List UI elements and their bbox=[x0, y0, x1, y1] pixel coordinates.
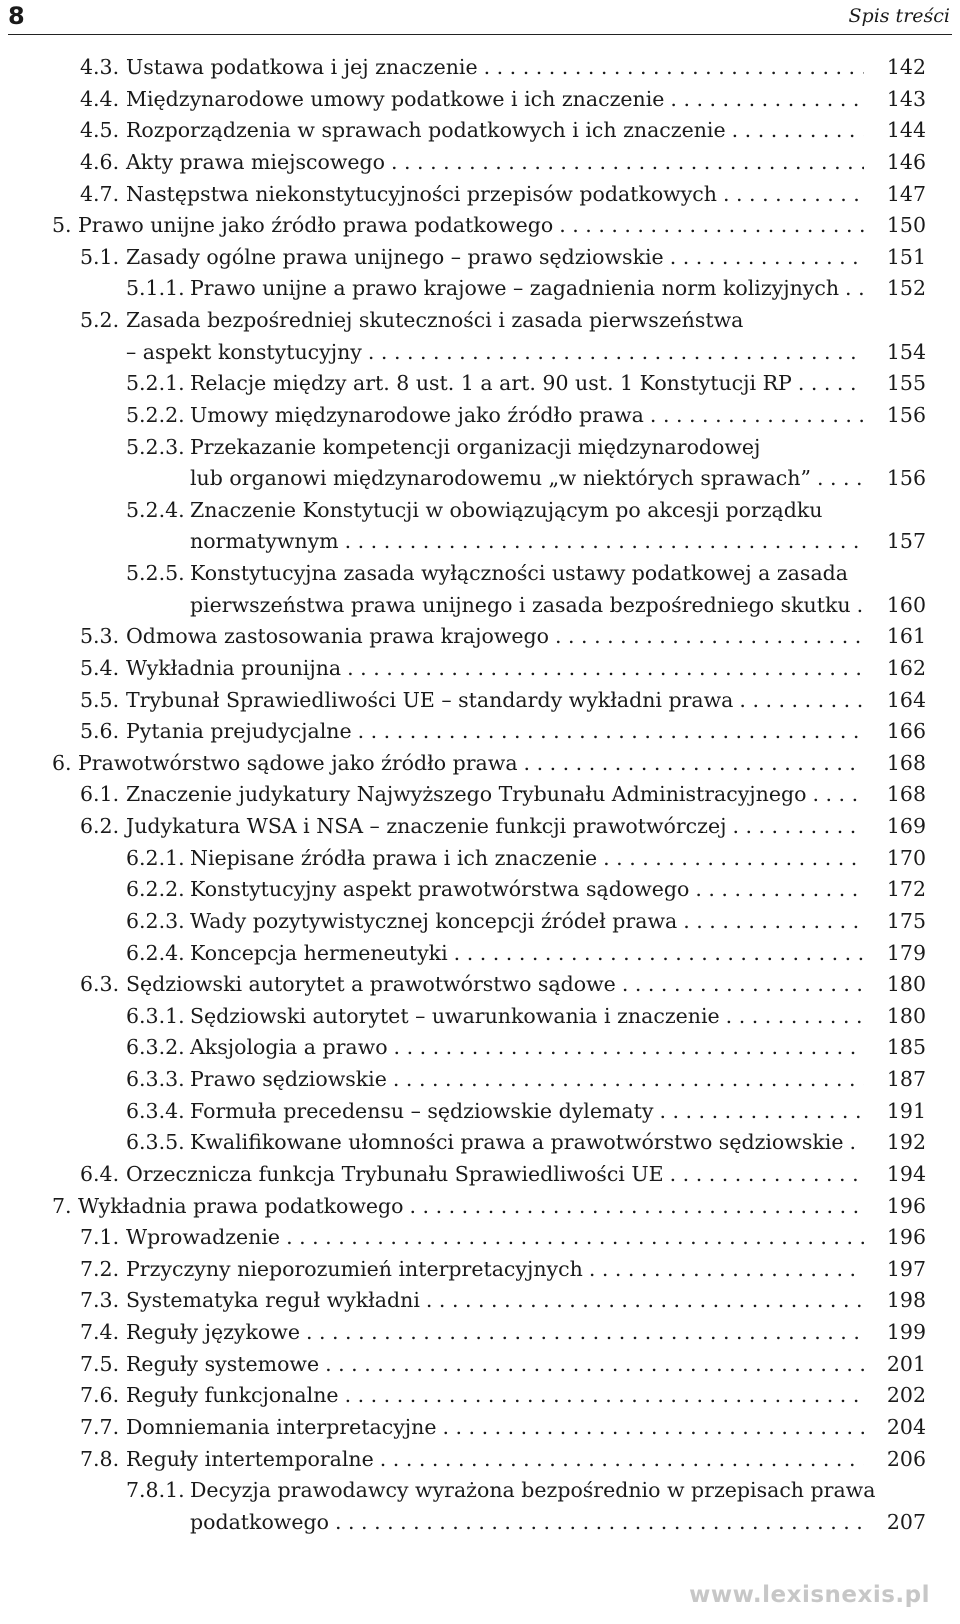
toc-entry bbox=[0, 1191, 960, 1223]
toc-entry-title-line bbox=[190, 1507, 864, 1539]
toc-entry bbox=[0, 432, 960, 464]
dot-leader bbox=[664, 84, 864, 116]
toc-entry-title: Koncepcja hermeneutyki bbox=[190, 940, 448, 965]
toc-entry-title: Ustawa podatkowa i jej znaczenie bbox=[126, 55, 478, 79]
toc-entry-number: 7.1. bbox=[80, 1225, 120, 1250]
toc-entry-title: Międzynarodowe umowy podatkowe i ich znaczenie bbox=[126, 86, 665, 111]
toc-entry-title-line bbox=[190, 558, 880, 590]
toc-entry bbox=[0, 938, 960, 970]
toc-entry-title-line bbox=[126, 337, 864, 369]
toc-entry-title: Kwalifikowane ułomności prawa a prawotwórstwo sędziowskie bbox=[190, 1130, 844, 1155]
toc-entry-number: 7.4. bbox=[80, 1320, 120, 1344]
toc-entry bbox=[0, 558, 960, 590]
toc-entry-title: Prawotwórstwo sądowe jako źródło prawa bbox=[78, 750, 518, 775]
toc-entry-title: Prawo sędziowskie bbox=[190, 1067, 387, 1091]
toc-entry-number: 6. bbox=[52, 750, 72, 775]
toc-entry bbox=[0, 1507, 960, 1539]
toc-entry-title-line bbox=[126, 1254, 864, 1286]
toc-entry-number: 5.2. bbox=[80, 308, 120, 332]
toc-entry-number: 7.2. bbox=[80, 1256, 120, 1281]
toc-entry bbox=[0, 1096, 960, 1128]
toc-entry-title-line bbox=[190, 906, 864, 938]
dot-leader bbox=[720, 1001, 864, 1033]
toc-entry-number: 7.8.1. bbox=[126, 1478, 185, 1503]
toc-entry-page: 187 bbox=[886, 1067, 926, 1091]
toc-entry-title-line bbox=[190, 368, 864, 400]
toc-entry-number: 7.7. bbox=[80, 1414, 120, 1439]
toc-entry-title: Odmowa zastosowania prawa krajowego bbox=[126, 624, 549, 649]
toc-entry-page: 144 bbox=[886, 118, 926, 143]
toc-entry-title: Znaczenie Konstytucji w obowiązującym po akcesji porządku bbox=[190, 497, 823, 522]
dot-leader bbox=[583, 1254, 864, 1286]
toc-entry-page: 201 bbox=[886, 1351, 926, 1376]
toc-entry-number: 4.4. bbox=[80, 86, 120, 111]
dot-leader bbox=[843, 1127, 864, 1159]
toc-entry-page: 206 bbox=[886, 1446, 926, 1471]
toc-entry-page: 198 bbox=[886, 1288, 926, 1313]
toc-entry-title-line bbox=[126, 1285, 864, 1317]
toc-entry bbox=[0, 52, 960, 84]
dot-leader bbox=[717, 179, 864, 211]
toc-entry-page: 166 bbox=[886, 719, 926, 744]
toc-entry bbox=[0, 179, 960, 211]
toc-entry-page: 204 bbox=[886, 1414, 926, 1439]
toc-entry bbox=[0, 84, 960, 116]
toc-entry-title: Decyzja prawodawcy wyrażona bezpośrednio w przepisach prawa bbox=[190, 1478, 876, 1503]
toc-entry-page: 207 bbox=[886, 1509, 926, 1534]
toc-entry-number: 6.2.3. bbox=[126, 908, 185, 933]
toc-entry bbox=[0, 685, 960, 717]
toc-entry-number: 6.3. bbox=[80, 972, 120, 997]
toc-entry-number: 6.2.2. bbox=[126, 877, 185, 902]
dot-leader bbox=[677, 906, 864, 938]
dot-leader bbox=[839, 273, 864, 305]
page-header bbox=[8, 0, 952, 35]
dot-leader bbox=[280, 1222, 864, 1254]
toc-entry bbox=[0, 621, 960, 653]
dot-leader bbox=[811, 463, 864, 495]
toc-entry bbox=[0, 1475, 960, 1507]
toc-entry bbox=[0, 115, 960, 147]
toc-entry-title-line bbox=[190, 843, 864, 875]
toc-entry-title: Konstytucyjna zasada wyłączności ustawy podatkowej a zasada bbox=[190, 561, 849, 585]
toc-entry-title-line bbox=[126, 969, 864, 1001]
toc-entry-title-line bbox=[78, 748, 864, 780]
dot-leader bbox=[352, 716, 864, 748]
toc-entry-page: 179 bbox=[886, 940, 926, 965]
toc-entry-title: Akty prawa miejscowego bbox=[126, 149, 385, 174]
toc-entry bbox=[0, 1127, 960, 1159]
dot-leader bbox=[319, 1349, 864, 1381]
toc-entry-number: 6.2.1. bbox=[126, 845, 185, 870]
toc-entry-title-line bbox=[190, 463, 864, 495]
dot-leader bbox=[553, 210, 864, 242]
toc-entry bbox=[0, 1317, 960, 1349]
table-of-contents bbox=[0, 52, 960, 1538]
toc-entry-title: Reguły językowe bbox=[126, 1320, 300, 1344]
toc-entry-title-line bbox=[190, 273, 864, 305]
toc-entry-page: 199 bbox=[886, 1320, 926, 1344]
dot-leader bbox=[362, 337, 864, 369]
toc-entry bbox=[0, 1001, 960, 1033]
toc-entry-title: Formuła precedensu – sędziowskie dylematy bbox=[190, 1098, 654, 1123]
dot-leader bbox=[341, 653, 864, 685]
toc-entry-title: Sędziowski autorytet – uwarunkowania i znaczenie bbox=[190, 1003, 720, 1028]
toc-entry-title-line bbox=[126, 84, 864, 116]
toc-entry-page: 168 bbox=[886, 782, 926, 807]
toc-entry bbox=[0, 242, 960, 274]
toc-entry-page: 155 bbox=[886, 371, 926, 396]
toc-entry bbox=[0, 1444, 960, 1476]
toc-entry-number: 5.5. bbox=[80, 687, 120, 712]
toc-entry bbox=[0, 1254, 960, 1286]
toc-entry-title-line bbox=[190, 1064, 864, 1096]
dot-leader bbox=[420, 1285, 864, 1317]
toc-entry bbox=[0, 1159, 960, 1191]
toc-entry bbox=[0, 1412, 960, 1444]
toc-entry-page: 196 bbox=[886, 1225, 926, 1250]
toc-entry-number: 6.3.1. bbox=[126, 1003, 185, 1028]
page-number: 8 bbox=[8, 2, 25, 30]
toc-entry-title-line bbox=[126, 179, 864, 211]
toc-entry-page: 180 bbox=[886, 1003, 926, 1028]
publisher-url: www.lexisnexis.pl bbox=[689, 1582, 930, 1608]
dot-leader bbox=[851, 590, 864, 622]
toc-entry-page: 175 bbox=[886, 908, 926, 933]
dot-leader bbox=[339, 1380, 864, 1412]
toc-entry-title-line bbox=[126, 621, 864, 653]
toc-entry bbox=[0, 273, 960, 305]
toc-entry bbox=[0, 590, 960, 622]
toc-entry-number: 6.2. bbox=[80, 814, 120, 838]
toc-entry-page: 168 bbox=[886, 750, 926, 775]
toc-entry bbox=[0, 305, 960, 337]
dot-leader bbox=[792, 368, 864, 400]
toc-entry-number: 5.2.2. bbox=[126, 402, 185, 427]
toc-entry-page: 157 bbox=[886, 529, 926, 554]
toc-entry-title-line bbox=[126, 653, 864, 685]
dot-leader bbox=[653, 1096, 864, 1128]
toc-entry bbox=[0, 1380, 960, 1412]
toc-entry-title: Przyczyny nieporozumień interpretacyjnych bbox=[126, 1256, 583, 1281]
toc-entry bbox=[0, 874, 960, 906]
dot-leader bbox=[644, 400, 864, 432]
dot-leader bbox=[597, 843, 864, 875]
toc-entry-title: Zasada bezpośredniej skuteczności i zasada pierwszeństwa bbox=[126, 308, 744, 332]
toc-entry-title-line bbox=[126, 1444, 864, 1476]
toc-entry-number: 5.2.1. bbox=[126, 371, 185, 396]
toc-entry-title: Prawo unijne a prawo krajowe – zagadnienia norm kolizyjnych bbox=[190, 276, 840, 301]
toc-entry bbox=[0, 1285, 960, 1317]
toc-entry-page: 160 bbox=[886, 592, 926, 617]
toc-entry-title-line bbox=[126, 242, 864, 274]
dot-leader bbox=[726, 115, 864, 147]
toc-entry-number: 5. bbox=[52, 213, 72, 238]
toc-entry-page: 154 bbox=[886, 339, 926, 364]
toc-entry-number: 5.3. bbox=[80, 624, 120, 649]
toc-entry bbox=[0, 843, 960, 875]
toc-entry-title: Reguły systemowe bbox=[126, 1351, 320, 1376]
toc-entry-title: Judykatura WSA i NSA – znaczenie funkcji prawotwórczej bbox=[126, 814, 727, 838]
dot-leader bbox=[300, 1317, 864, 1349]
toc-entry bbox=[0, 811, 960, 843]
dot-leader bbox=[664, 1159, 864, 1191]
toc-entry-page: 180 bbox=[886, 972, 926, 997]
toc-entry-page: 162 bbox=[886, 655, 926, 680]
toc-entry-page: 151 bbox=[886, 244, 926, 269]
dot-leader bbox=[664, 242, 864, 274]
dot-leader bbox=[388, 1032, 864, 1064]
toc-entry-number: 6.1. bbox=[80, 782, 120, 807]
toc-entry-page: 147 bbox=[886, 181, 926, 206]
toc-entry-number: 6.4. bbox=[80, 1161, 120, 1186]
toc-entry-title: Reguły intertemporalne bbox=[126, 1446, 374, 1471]
toc-entry-title-line bbox=[190, 526, 864, 558]
toc-entry-title: Prawo unijne jako źródło prawa podatkowego bbox=[78, 213, 554, 238]
dot-leader bbox=[448, 938, 864, 970]
toc-entry-title-line bbox=[78, 210, 864, 242]
toc-entry-number: 5.6. bbox=[80, 719, 120, 744]
toc-entry bbox=[0, 748, 960, 780]
toc-entry bbox=[0, 147, 960, 179]
toc-entry-number: 6.3.2. bbox=[126, 1035, 185, 1060]
dot-leader bbox=[404, 1191, 865, 1223]
toc-entry-title-line bbox=[190, 1096, 864, 1128]
toc-entry-number: 6.3.3. bbox=[126, 1067, 185, 1091]
toc-entry-title-line bbox=[190, 1127, 864, 1159]
toc-entry-page: 150 bbox=[886, 213, 926, 238]
toc-entry-page: 152 bbox=[886, 276, 926, 301]
toc-entry-title: Domniemania interpretacyjne bbox=[126, 1414, 437, 1439]
dot-leader bbox=[806, 779, 864, 811]
toc-entry-title: Niepisane źródła prawa i ich znaczenie bbox=[190, 845, 598, 870]
toc-entry-title: Umowy międzynarodowe jako źródło prawa bbox=[190, 402, 644, 427]
toc-entry-title: Wykładnia prounijna bbox=[126, 655, 342, 680]
toc-entry bbox=[0, 368, 960, 400]
toc-entry-page: 161 bbox=[886, 624, 926, 649]
toc-entry-page: 185 bbox=[886, 1035, 926, 1060]
toc-entry-title-line bbox=[126, 147, 864, 179]
toc-entry-title-line bbox=[190, 1032, 864, 1064]
toc-entry-title: pierwszeństwa prawa unijnego i zasada bezpośredniego skutku bbox=[190, 592, 851, 617]
toc-entry bbox=[0, 1064, 960, 1096]
toc-entry-number: 4.7. bbox=[80, 181, 120, 206]
toc-entry-title: Reguły funkcjonalne bbox=[126, 1383, 339, 1408]
toc-entry bbox=[0, 1032, 960, 1064]
dot-leader bbox=[616, 969, 864, 1001]
toc-entry-number: 7.3. bbox=[80, 1288, 120, 1313]
toc-entry-number: 4.6. bbox=[80, 149, 120, 174]
toc-entry-title: Rozporządzenia w sprawach podatkowych i ich znaczenie bbox=[126, 118, 726, 143]
toc-entry-title-line bbox=[190, 432, 880, 464]
toc-entry-title-line bbox=[190, 400, 864, 432]
toc-entry-title-line bbox=[126, 1317, 864, 1349]
toc-entry bbox=[0, 716, 960, 748]
toc-entry-title-line bbox=[190, 495, 880, 527]
toc-entry-number: 7.5. bbox=[80, 1351, 120, 1376]
toc-entry-title-line bbox=[126, 305, 880, 337]
toc-entry-title-line bbox=[126, 685, 864, 717]
toc-entry-title-line bbox=[126, 1159, 864, 1191]
dot-leader bbox=[385, 147, 864, 179]
toc-entry bbox=[0, 463, 960, 495]
toc-entry bbox=[0, 779, 960, 811]
toc-entry-title-line bbox=[126, 1349, 864, 1381]
toc-entry-title: Znaczenie judykatury Najwyższego Trybunału Administracyjnego bbox=[126, 782, 807, 807]
toc-entry bbox=[0, 906, 960, 938]
dot-leader bbox=[518, 748, 864, 780]
toc-entry-number: 6.3.4. bbox=[126, 1098, 185, 1123]
toc-entry-title: Zasady ogólne prawa unijnego – prawo sędziowskie bbox=[126, 244, 664, 269]
toc-entry-title: Przekazanie kompetencji organizacji międzynarodowej bbox=[190, 434, 761, 459]
toc-entry bbox=[0, 969, 960, 1001]
toc-entry-number: 6.2.4. bbox=[126, 940, 185, 965]
toc-entry-title-line bbox=[126, 779, 864, 811]
toc-entry-title-line bbox=[126, 811, 864, 843]
dot-leader bbox=[436, 1412, 864, 1444]
toc-entry bbox=[0, 526, 960, 558]
toc-entry-title-line bbox=[126, 716, 864, 748]
toc-entry-page: 143 bbox=[886, 86, 926, 111]
toc-entry-title-line bbox=[78, 1191, 864, 1223]
toc-entry-title: – aspekt konstytucyjny bbox=[126, 339, 362, 364]
dot-leader bbox=[339, 526, 864, 558]
toc-entry-title: Systematyka reguł wykładni bbox=[126, 1288, 420, 1313]
toc-entry-number: 5.2.3. bbox=[126, 434, 185, 459]
toc-entry-title-line bbox=[190, 938, 864, 970]
toc-entry-page: 164 bbox=[886, 687, 926, 712]
toc-entry-page: 156 bbox=[886, 402, 926, 427]
toc-entry-title: Relacje między art. 8 ust. 1 a art. 90 ust. 1 Konstytucji RP bbox=[190, 371, 792, 396]
running-title: Spis treści bbox=[848, 5, 950, 27]
toc-entry-title: lub organowi międzynarodowemu „w niektórych sprawach” bbox=[190, 466, 811, 491]
dot-leader bbox=[374, 1444, 864, 1476]
toc-entry bbox=[0, 400, 960, 432]
toc-entry-title-line bbox=[126, 1380, 864, 1412]
toc-entry-title-line bbox=[190, 590, 864, 622]
toc-entry-title: podatkowego bbox=[190, 1509, 329, 1534]
toc-entry-title-line bbox=[126, 1412, 864, 1444]
toc-entry-number: 5.1. bbox=[80, 244, 120, 269]
toc-entry-title: normatywnym bbox=[190, 529, 339, 554]
toc-entry bbox=[0, 1222, 960, 1254]
dot-leader bbox=[329, 1507, 864, 1539]
toc-entry-title: Aksjologia a prawo bbox=[190, 1035, 388, 1060]
toc-entry-page: 156 bbox=[886, 466, 926, 491]
toc-entry-page: 191 bbox=[886, 1098, 926, 1123]
toc-entry-number: 4.3. bbox=[80, 55, 120, 79]
toc-entry-page: 202 bbox=[886, 1383, 926, 1408]
toc-entry-title-line bbox=[190, 874, 864, 906]
toc-entry-page: 196 bbox=[886, 1193, 926, 1218]
toc-entry-title: Trybunał Sprawiedliwości UE – standardy wykładni prawa bbox=[126, 687, 734, 712]
toc-entry-number: 5.2.4. bbox=[126, 497, 185, 522]
toc-entry-page: 170 bbox=[886, 845, 926, 870]
toc-entry-title-line bbox=[190, 1475, 880, 1507]
toc-entry-number: 7. bbox=[52, 1193, 72, 1218]
toc-entry-number: 4.5. bbox=[80, 118, 120, 143]
toc-entry-title-line bbox=[126, 115, 864, 147]
dot-leader bbox=[733, 685, 864, 717]
toc-entry-page: 192 bbox=[886, 1130, 926, 1155]
toc-entry-title: Wprowadzenie bbox=[126, 1225, 281, 1250]
toc-entry-page: 197 bbox=[886, 1256, 926, 1281]
toc-entry bbox=[0, 1349, 960, 1381]
toc-entry bbox=[0, 337, 960, 369]
toc-entry bbox=[0, 653, 960, 685]
dot-leader bbox=[549, 621, 864, 653]
toc-entry-page: 169 bbox=[886, 814, 926, 838]
dot-leader bbox=[689, 874, 864, 906]
toc-entry-title: Pytania prejudycjalne bbox=[126, 719, 352, 744]
toc-entry-title-line bbox=[126, 1222, 864, 1254]
toc-entry-title: Wykładnia prawa podatkowego bbox=[78, 1193, 404, 1218]
toc-entry-number: 5.4. bbox=[80, 655, 120, 680]
toc-entry-title: Orzecznicza funkcja Trybunału Sprawiedliwości UE bbox=[126, 1161, 664, 1186]
toc-entry-page: 172 bbox=[886, 877, 926, 902]
toc-entry-number: 7.8. bbox=[80, 1446, 120, 1471]
toc-entry-number: 5.2.5. bbox=[126, 561, 185, 585]
toc-entry bbox=[0, 495, 960, 527]
dot-leader bbox=[478, 52, 864, 84]
dot-leader bbox=[726, 811, 864, 843]
toc-entry-title: Konstytucyjny aspekt prawotwórstwa sądowego bbox=[190, 877, 690, 902]
dot-leader bbox=[387, 1064, 864, 1096]
toc-entry-page: 194 bbox=[886, 1161, 926, 1186]
toc-entry-number: 7.6. bbox=[80, 1383, 120, 1408]
toc-entry-title-line bbox=[126, 52, 864, 84]
toc-entry-title-line bbox=[190, 1001, 864, 1033]
toc-entry-title: Wady pozytywistycznej koncepcji źródeł prawa bbox=[190, 908, 678, 933]
toc-entry-title: Następstwa niekonstytucyjności przepisów podatkowych bbox=[126, 181, 717, 206]
toc-entry-page: 146 bbox=[886, 149, 926, 174]
toc-entry-title: Sędziowski autorytet a prawotwórstwo sądowe bbox=[126, 972, 616, 997]
toc-entry-page: 142 bbox=[886, 55, 926, 79]
toc-entry bbox=[0, 210, 960, 242]
toc-entry-number: 6.3.5. bbox=[126, 1130, 185, 1155]
toc-entry-number: 5.1.1. bbox=[126, 276, 185, 301]
